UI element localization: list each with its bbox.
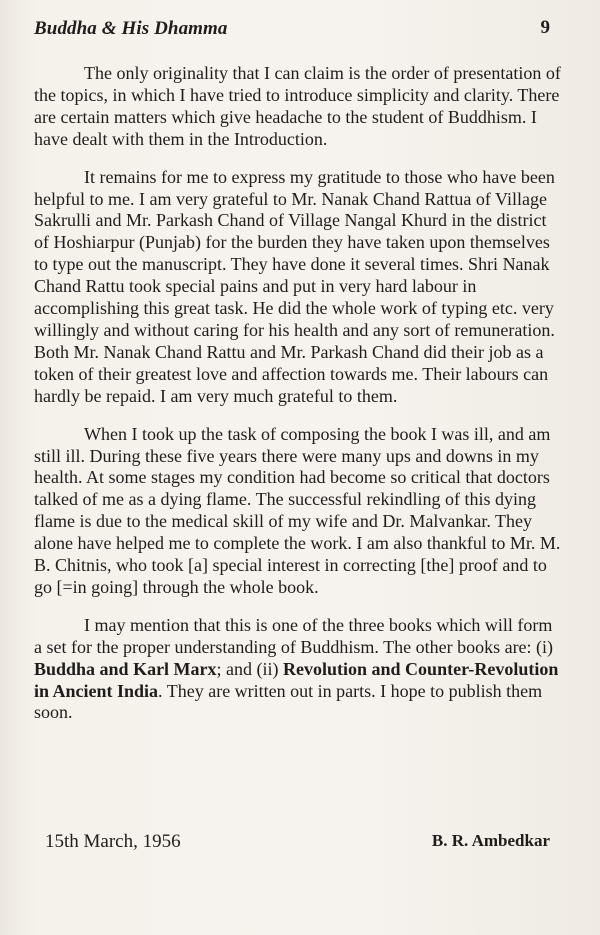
paragraph [34,615,564,725]
paragraph-text: When I took up the task of composing the book I was ill, and am still ill. During these five years there were many ups and downs in my health. At some stages my condition had become so critical that doctors talked of me as a dying flame. The successful rekindling of this dying flame is due to the medical skill of my wife and Dr. Malvankar. They alone have helped me to complete the work. I am also thankful to Mr. M. B. Chitnis, who took [a] special interest in correcting [the] proof and to go [=in going] through the whole book. [34,423,561,597]
paragraph-text: ; and (ii) [216,658,284,679]
paragraph [34,424,564,599]
paragraph [34,63,564,151]
page-body [34,63,564,740]
book-title: Revolution and Counter-Revolution in Ancient India [34,658,559,701]
preface-date: 15th March, 1956 [45,831,181,852]
page-footer [45,831,550,857]
paragraph-text: I may mention that this is one of the three books which will form a set for the proper understanding of Buddhism. The other books are: (i) [34,614,554,657]
paragraph-text: The only originality that I can claim is the order of presentation of the topics, in which I have tried to introduce simplicity and clarity. There are certain matters which give headache to the student of Buddhism. I have dealt with them in the Introduction. [34,63,561,149]
book-title: Buddha and Karl Marx [34,658,217,679]
page-number: 9 [540,17,550,38]
page-header [34,18,550,46]
paragraph-text: . They are written out in parts. I hope to publish them soon. [34,680,543,723]
paragraph-text: It remains for me to express my gratitude to those who have been helpful to me. I am very grateful to Mr. Nanak Chand Rattua of Village Sakrulli and Mr. Parkash Chand of Village Nangal Khurd in the district of Hoshiarpur (Punjab) for the burden they have taken upon themselves to type out the manuscript. They have done it several times. Shri Nanak Chand Rattu took special pains and put in very hard labour in accomplishing this great task. He did the whole work of typing etc. very willingly and without caring for his health and any sort of remuneration. Both Mr. Nanak Chand Rattu and Mr. Parkash Chand did their job as a token of their greatest love and affection towards me. Their labours can hardly be repaid. I am very much grateful to them. [34,166,555,406]
author-signature: B. R. Ambedkar [431,831,550,850]
paragraph [34,167,564,408]
running-head: Buddha & His Dhamma [34,18,228,39]
